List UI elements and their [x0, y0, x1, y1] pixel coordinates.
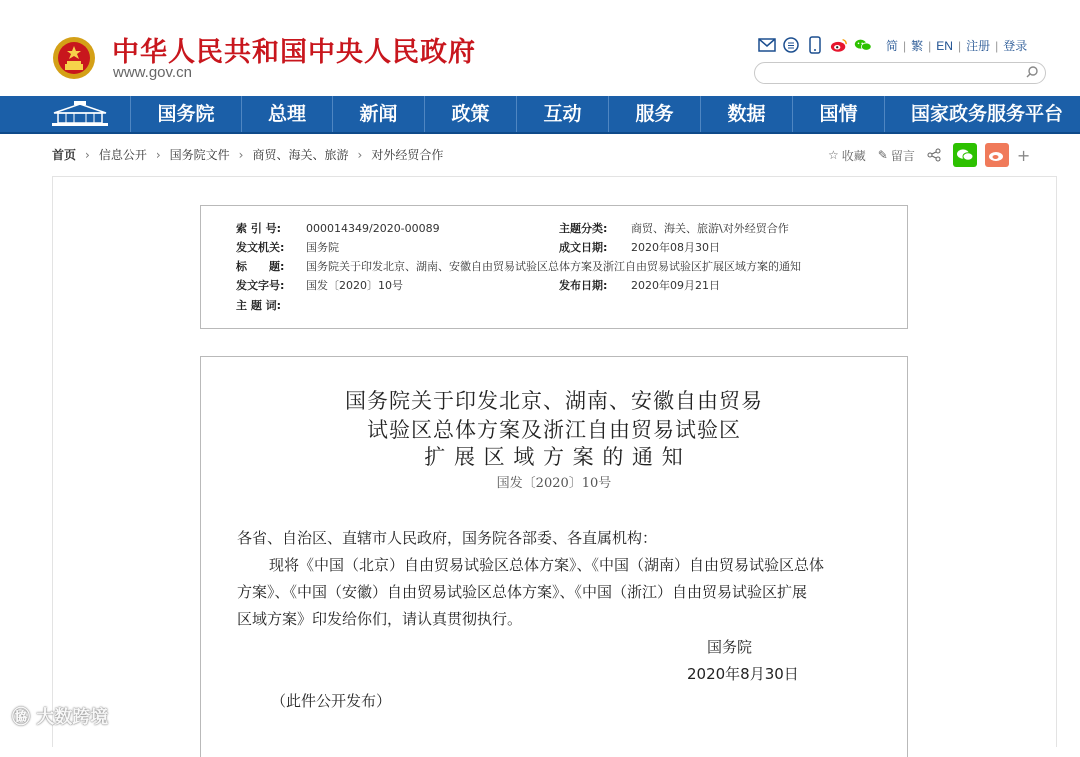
- document-body-line-3: 区域方案》印发给你们，请认真贯彻执行。: [237, 610, 523, 628]
- meta-subject-label: 主 题 词:: [236, 299, 282, 312]
- document-title-line-3: 扩 展 区 域 方 案 的 通 知: [424, 445, 684, 469]
- breadcrumb: [52, 146, 443, 163]
- share-icons: [758, 35, 872, 55]
- nav-item-services[interactable]: 服务: [608, 96, 700, 132]
- meta-row-category: [559, 221, 789, 237]
- meta-row-date: [559, 240, 720, 256]
- meta-date-label: 成文日期:: [559, 241, 608, 254]
- meta-index-label: 索 引 号:: [236, 222, 282, 235]
- document-body-line-1: 现将《中国（北京）自由贸易试验区总体方案》、《中国（湖南）自由贸易试验区总体: [269, 556, 825, 574]
- meta-row-docno: [236, 278, 403, 294]
- meta-docno-value: 国发〔2020〕10号: [306, 279, 403, 292]
- wechat-icon[interactable]: [854, 36, 872, 54]
- nav-item-news[interactable]: 新闻: [332, 96, 424, 132]
- nav-item-interaction[interactable]: 互动: [516, 96, 608, 132]
- document-publish-note: （此件公开发布）: [271, 692, 392, 710]
- weibo-icon[interactable]: [830, 36, 848, 54]
- watermark: [12, 703, 108, 729]
- home-icon[interactable]: [48, 99, 112, 129]
- meta-docno-label: 发文字号:: [236, 279, 285, 292]
- site-title[interactable]: 中华人民共和国中央人民政府: [112, 37, 476, 68]
- chevron-right-icon: ›: [155, 148, 161, 162]
- document-number: 国发〔2020〕10号: [496, 476, 612, 491]
- breadcrumb-state-council-docs[interactable]: 国务院文件: [169, 148, 230, 162]
- register-link[interactable]: 注册: [966, 39, 991, 53]
- document-signature: 国务院: [707, 638, 753, 656]
- login-link[interactable]: 登录: [1003, 39, 1028, 53]
- meta-row-issuer: [236, 240, 339, 256]
- meta-index-value: 000014349/2020-00089: [306, 222, 440, 235]
- meta-issuer-value: 国务院: [306, 241, 339, 254]
- meta-category-value: 商贸、海关、旅游\对外经贸合作: [631, 222, 789, 235]
- weibo-share-icon[interactable]: [985, 143, 1009, 167]
- meta-category-label: 主题分类:: [559, 222, 608, 235]
- document-salutation: 各省、自治区、直辖市人民政府，国务院各部委、各直属机构：: [237, 529, 658, 547]
- meta-title-label: 标 题:: [236, 260, 285, 273]
- nav-item-data[interactable]: 数据: [700, 96, 792, 132]
- page-tools: [828, 143, 1030, 167]
- breadcrumb-foreign-trade[interactable]: 对外经贸合作: [371, 148, 444, 162]
- english-link[interactable]: EN: [936, 39, 953, 53]
- meta-row-title: [236, 259, 801, 275]
- site-url[interactable]: www.gov.cn: [113, 64, 192, 81]
- mail-icon[interactable]: [758, 36, 776, 54]
- comment-label: 留言: [890, 148, 915, 163]
- pen-icon: ✎: [877, 148, 888, 162]
- language-links: 简 | 繁 | EN | 注册 | 登录: [886, 39, 1028, 53]
- watermark-text: 大数跨境: [36, 707, 109, 728]
- wechat-share-icon[interactable]: [953, 143, 977, 167]
- more-share-icon[interactable]: +: [1016, 145, 1031, 165]
- rss-icon[interactable]: [782, 36, 800, 54]
- simplified-link[interactable]: 简: [886, 39, 899, 53]
- search-input[interactable]: [754, 62, 1046, 84]
- chevron-right-icon: ›: [238, 148, 244, 162]
- breadcrumb-commerce[interactable]: 商贸、海关、旅游: [252, 148, 349, 162]
- nav-item-national-info[interactable]: 国情: [792, 96, 884, 132]
- star-icon: ☆: [828, 148, 839, 162]
- mobile-icon[interactable]: [806, 36, 824, 54]
- chevron-right-icon: ›: [357, 148, 363, 162]
- document-title-line-2: 试验区总体方案及浙江自由贸易试验区: [367, 418, 741, 442]
- nav-items: [130, 96, 1080, 132]
- favorite-button[interactable]: [828, 147, 866, 164]
- breadcrumb-info-public[interactable]: 信息公开: [98, 148, 147, 162]
- meta-issuer-label: 发文机关:: [236, 241, 285, 254]
- chevron-right-icon: ›: [85, 148, 90, 162]
- document-body: [200, 356, 908, 757]
- meta-date-value: 2020年08月30日: [631, 241, 720, 254]
- search-icon[interactable]: [1025, 65, 1039, 79]
- meta-pubdate-label: 发布日期:: [559, 279, 608, 292]
- traditional-link[interactable]: 繁: [911, 39, 924, 53]
- nav-item-state-council[interactable]: 国务院: [130, 96, 241, 132]
- meta-row-pubdate: [559, 278, 720, 294]
- site-header: [0, 0, 1080, 96]
- document-sign-date: 2020年8月30日: [687, 665, 799, 683]
- favorite-label: 收藏: [841, 148, 866, 163]
- national-emblem-icon[interactable]: [52, 34, 96, 82]
- share-icon[interactable]: [927, 148, 941, 162]
- meta-pubdate-value: 2020年09月21日: [631, 279, 720, 292]
- watermark-logo-icon: ㊯: [12, 707, 37, 728]
- document-meta-table: [200, 205, 908, 329]
- comment-button[interactable]: [878, 147, 915, 164]
- meta-row-index: [236, 221, 440, 237]
- document-title-line-1: 国务院关于印发北京、湖南、安徽自由贸易: [345, 389, 763, 413]
- main-nav: [0, 96, 1080, 134]
- nav-item-premier[interactable]: 总理: [241, 96, 332, 132]
- breadcrumb-home[interactable]: 首页: [52, 148, 77, 162]
- meta-row-subject: [236, 298, 306, 314]
- meta-title-value: 国务院关于印发北京、湖南、安徽自由贸易试验区总体方案及浙江自由贸易试验区扩展区域方案的通知: [306, 260, 801, 273]
- nav-item-policy[interactable]: 政策: [424, 96, 516, 132]
- document-body-line-2: 方案》、《中国（安徽）自由贸易试验区总体方案》、《中国（浙江）自由贸易试验区扩展: [237, 583, 808, 601]
- nav-item-gov-service-platform[interactable]: 国家政务服务平台: [884, 96, 1080, 132]
